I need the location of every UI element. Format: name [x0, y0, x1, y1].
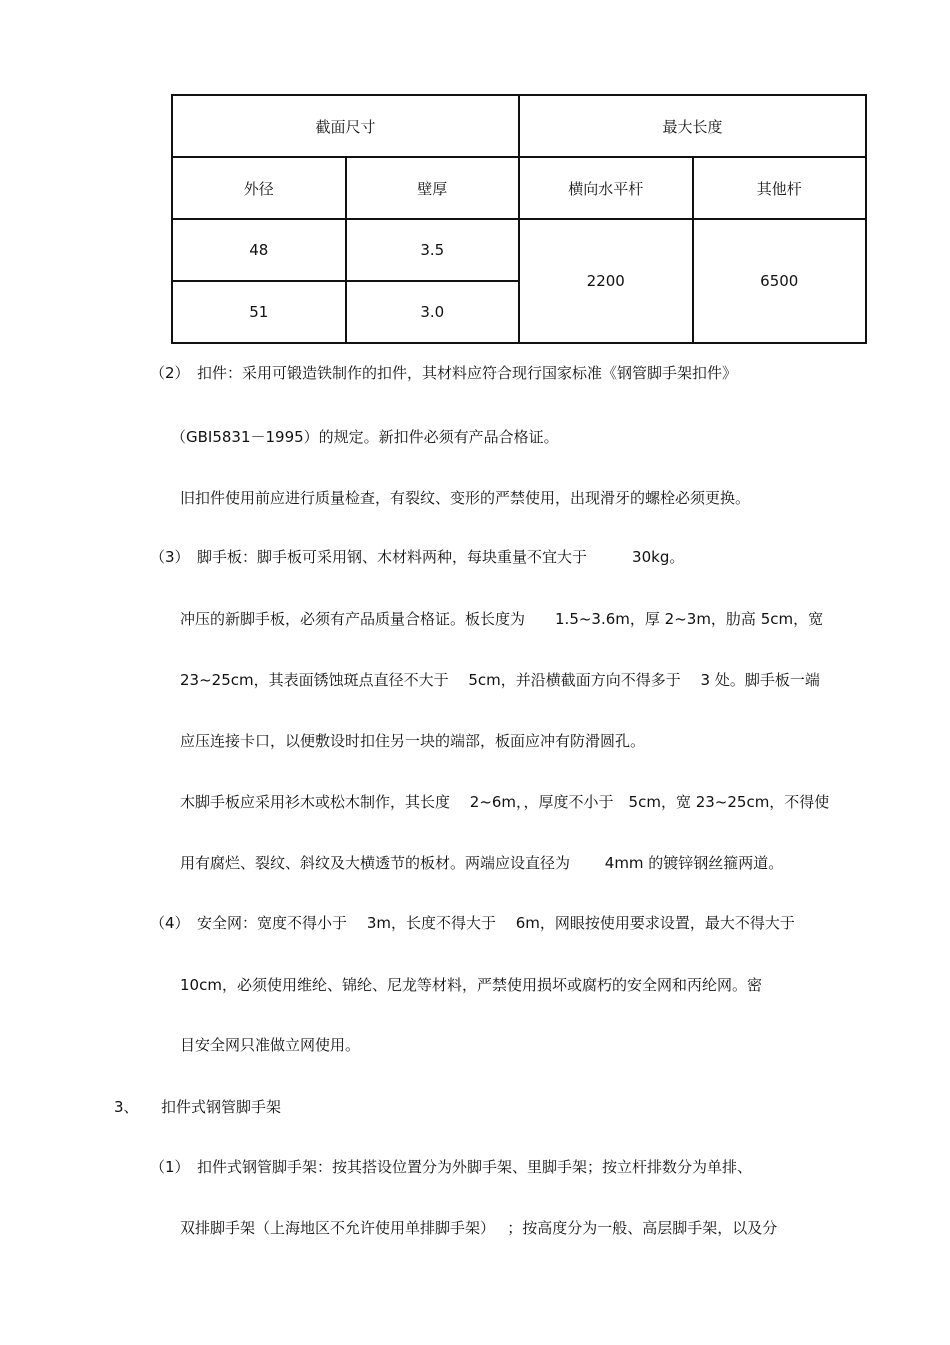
subheader-outer-diameter: 外径: [172, 157, 346, 219]
text-line: （3） 脚手板：脚手板可采用钢、木材料两种，每块重量不宜大于 30kg。: [150, 548, 685, 566]
text-line: （GBI5831－1995）的规定。新扣件必须有产品合格证。: [171, 428, 559, 446]
header-section-size: 截面尺寸: [172, 95, 519, 157]
text-line: 10cm，必须使用维纶、锦纶、尼龙等材料，严禁使用损坏或腐朽的安全网和丙纶网。密: [180, 976, 762, 994]
text-line: 应压连接卡口，以便敷设时扣住另一块的端部，板面应冲有防滑圆孔。: [180, 732, 646, 750]
cell-outer-diameter: 48: [172, 219, 346, 281]
text-line: 23~25cm，其表面锈蚀斑点直径不大于 5cm，并沿横截面方向不得多于 3 处。脚手板一端: [180, 671, 820, 689]
text-line: 冲压的新脚手板，必须有产品质量合格证。板长度为 1.5~3.6m，厚 2~3m，肋高 5cm，宽: [180, 610, 824, 628]
scaffold-pipe-spec-table: [171, 94, 867, 344]
text-line: 双排脚手架（上海地区不允许使用单排脚手架） ；按高度分为一般、高层脚手架，以及分: [180, 1219, 778, 1237]
cell-wall-thickness: 3.5: [346, 219, 520, 281]
cell-outer-diameter: 51: [172, 281, 346, 343]
text-line: （4） 安全网：宽度不得小于 3m，长度不得大于 6m，网眼按使用要求设置，最大不得大于: [150, 914, 795, 932]
cell-length-horizontal: 2200: [519, 219, 693, 343]
subheader-horizontal-bar: 横向水平杆: [519, 157, 693, 219]
text-line: （1） 扣件式钢管脚手架：按其搭设位置分为外脚手架、里脚手架；按立杆排数分为单排、: [150, 1158, 753, 1176]
subheader-other-bar: 其他杆: [693, 157, 867, 219]
text-line: 目安全网只准做立网使用。: [180, 1036, 361, 1054]
text-line: 木脚手板应采用衫木或松木制作，其长度 2~6m，，厚度不小于 5cm，宽 23~25cm，不得使: [180, 793, 830, 811]
cell-wall-thickness: 3.0: [346, 281, 520, 343]
section-heading: 3、 扣件式钢管脚手架: [114, 1098, 282, 1116]
text-line: （2） 扣件：采用可锻造铁制作的扣件，其材料应符合现行国家标准《钢管脚手架扣件》: [150, 364, 738, 382]
text-line: 旧扣件使用前应进行质量检查，有裂纹、变形的严禁使用，出现滑牙的螺栓必须更换。: [180, 489, 751, 507]
subheader-wall-thickness: 壁厚: [346, 157, 520, 219]
text-line: 用有腐烂、裂纹、斜纹及大横透节的板材。两端应设直径为 4mm 的镀锌钢丝箍两道。: [180, 854, 784, 872]
cell-length-other: 6500: [693, 219, 867, 343]
header-max-length: 最大长度: [519, 95, 866, 157]
